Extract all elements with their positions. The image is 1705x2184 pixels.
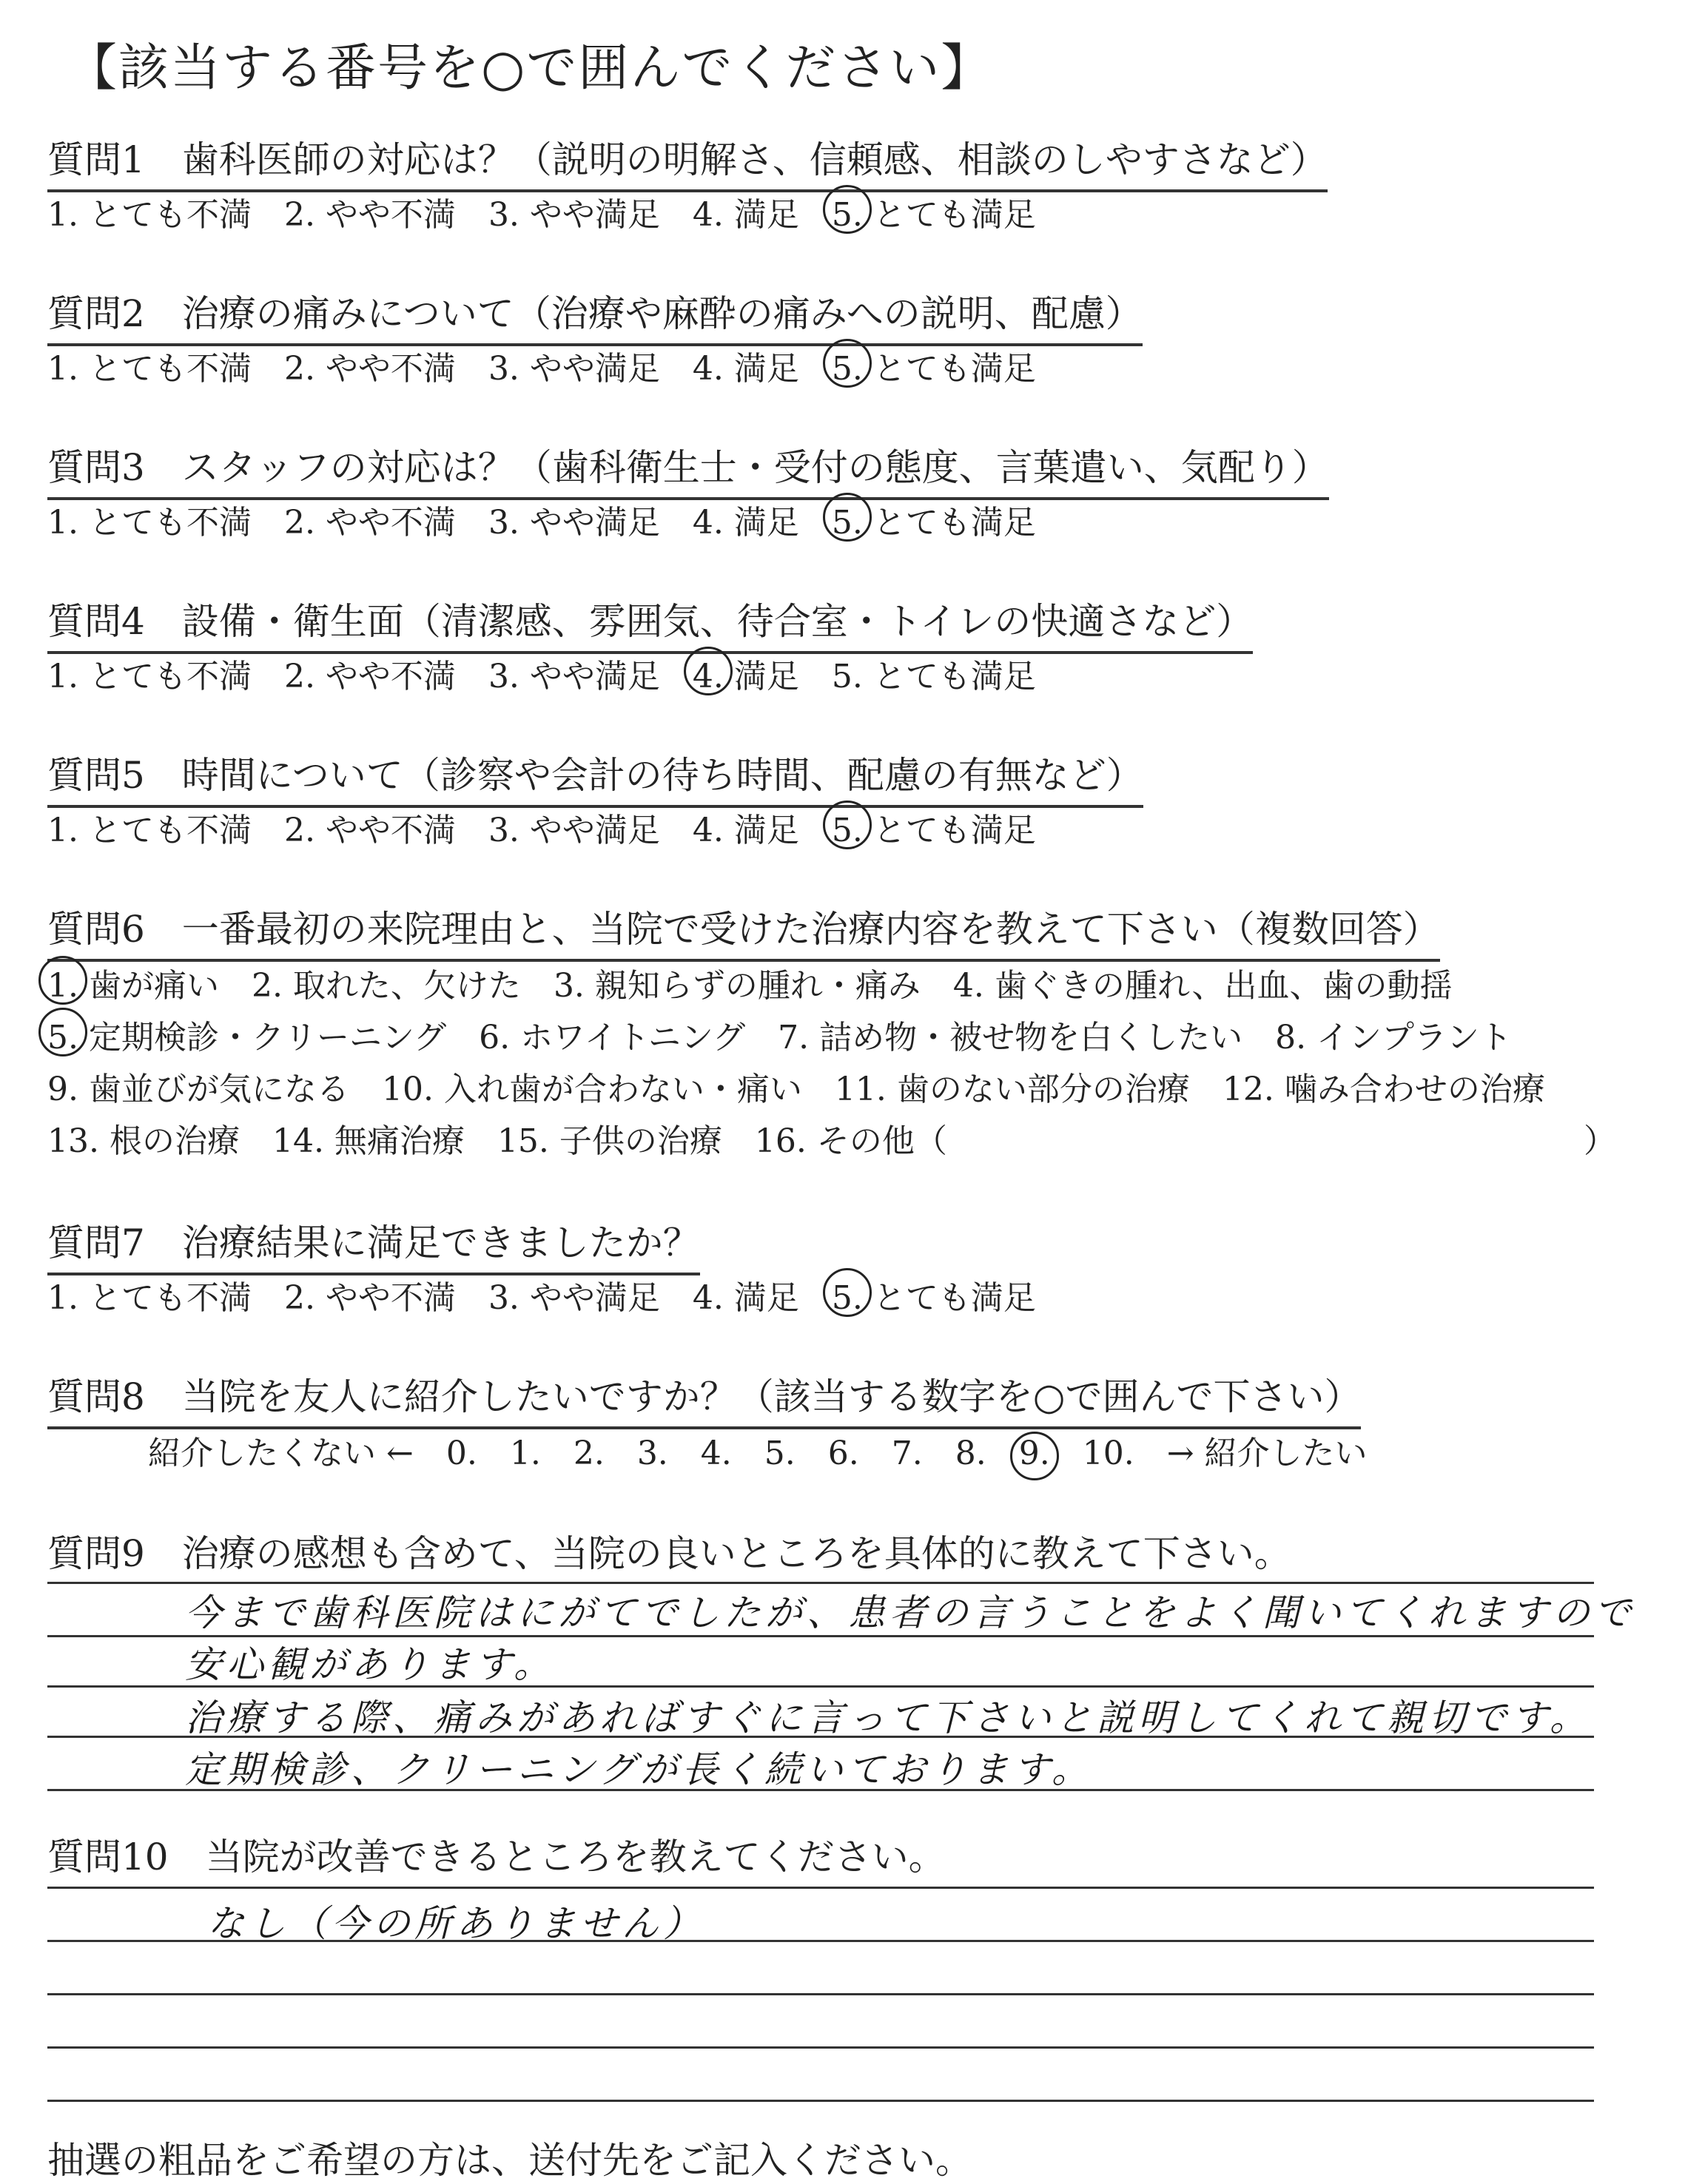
q2-option-3[interactable]: 3. やや満足 xyxy=(488,350,660,388)
q9-answer-line-3: 治療する際、痛みがあればすぐに言って下さいと説明してくれて親切です。 xyxy=(185,1697,1591,1739)
q6-option-6[interactable]: 6. ホワイトニング xyxy=(479,1019,746,1056)
q6-option-3[interactable]: 3. 親知らずの腫れ・痛み xyxy=(553,967,921,1005)
q10-rule xyxy=(47,2100,1594,2102)
q3-option-5[interactable]: 5. とても満足 xyxy=(832,496,1036,543)
q8-option-5[interactable]: 5. xyxy=(764,1435,796,1472)
q9-answer-line-4: 定期検診、クリーニングが長く続いております。 xyxy=(185,1749,1093,1790)
q8-title: 質問8 当院を友人に紹介したいですか？（該当する数字を○で囲んで下さい） xyxy=(47,1367,1361,1429)
q6-option-2[interactable]: 2. 取れた、欠けた xyxy=(251,967,521,1005)
q4-option-3[interactable]: 3. やや満足 xyxy=(488,658,660,695)
q6-row-3 xyxy=(47,1062,1578,1110)
q6-other-close: ） xyxy=(1584,1122,1616,1160)
q2-option-1[interactable]: 1. とても不満 xyxy=(47,350,252,388)
q8-option-3[interactable]: 3. xyxy=(636,1435,668,1472)
q10-rule xyxy=(47,1993,1594,1995)
q6-option-16[interactable]: 16. その他（ xyxy=(754,1122,947,1160)
q4-option-1[interactable]: 1. とても不満 xyxy=(47,658,252,695)
q6-row-2 xyxy=(47,1011,1544,1058)
q7-option-1[interactable]: 1. とても不満 xyxy=(47,1279,252,1317)
q3-option-4[interactable]: 4. 満足 xyxy=(692,504,799,542)
q9-answer-line-1: 今まで歯科医院はにがてでしたが、患者の言うことをよく聞いてくれますので xyxy=(185,1592,1635,1634)
q6-option-10[interactable]: 10. 入れ歯が合わない・痛い xyxy=(381,1071,802,1108)
q6-option-15[interactable]: 15. 子供の治療 xyxy=(497,1122,722,1160)
q3-title: 質問3 スタッフの対応は？（歯科衛生士・受付の態度、言葉遣い、気配り） xyxy=(47,438,1329,500)
q6-option-14[interactable]: 14. 無痛治療 xyxy=(272,1122,465,1160)
page-header: 【該当する番号を○で囲んでください】 xyxy=(67,39,993,98)
q8-option-4[interactable]: 4. xyxy=(700,1435,732,1472)
q9-title: 質問9 治療の感想も含めて、当院の良いところを具体的に教えて下さい。 xyxy=(47,1532,1291,1575)
q1-options xyxy=(47,188,1069,235)
q8-left-label: 紹介したくない ← xyxy=(148,1435,414,1472)
q2-option-4[interactable]: 4. 満足 xyxy=(692,350,799,388)
q5-option-2[interactable]: 2. やや不満 xyxy=(283,812,456,849)
q8-option-7[interactable]: 7. xyxy=(891,1435,923,1472)
q4-title: 質問4 設備・衛生面（清潔感、雰囲気、待合室・トイレの快適さなど） xyxy=(47,592,1253,654)
q5-option-1[interactable]: 1. とても不満 xyxy=(47,812,252,849)
q6-option-1[interactable]: 1. 歯が痛い xyxy=(47,959,219,1006)
footer-note: 抽選の粗品をご希望の方は、送付先をご記入ください。 xyxy=(47,2139,972,2182)
q2-title: 質問2 治療の痛みについて（治療や麻酔の痛みへの説明、配慮） xyxy=(47,284,1143,346)
q1-option-3[interactable]: 3. やや満足 xyxy=(488,196,660,234)
q6-option-9[interactable]: 9. 歯並びが気になる xyxy=(47,1071,349,1108)
q3-option-2[interactable]: 2. やや不満 xyxy=(283,504,456,542)
q7-options xyxy=(47,1271,1069,1318)
q8-option-2[interactable]: 2. xyxy=(573,1435,605,1472)
q5-option-5[interactable]: 5. とても満足 xyxy=(832,803,1036,851)
q9-answer-line-2: 安心観があります。 xyxy=(185,1644,555,1685)
q1-option-5[interactable]: 5. とても満足 xyxy=(832,188,1036,235)
q6-option-4[interactable]: 4. 歯ぐきの腫れ、出血、歯の動揺 xyxy=(952,967,1453,1005)
q6-title: 質問6 一番最初の来院理由と、当院で受けた治療内容を教えて下さい（複数回答） xyxy=(47,900,1440,962)
q5-option-4[interactable]: 4. 満足 xyxy=(692,812,799,849)
q1-title: 質問1 歯科医師の対応は？（説明の明解さ、信頼感、相談のしやすさなど） xyxy=(47,130,1328,192)
q5-title: 質問5 時間について（診察や会計の待ち時間、配慮の有無など） xyxy=(47,746,1143,808)
q6-option-5[interactable]: 5. 定期検診・クリーニング xyxy=(47,1011,446,1058)
q7-option-4[interactable]: 4. 満足 xyxy=(692,1279,799,1317)
q7-option-3[interactable]: 3. やや満足 xyxy=(488,1279,660,1317)
q8-option-1[interactable]: 1. xyxy=(509,1435,541,1472)
q1-option-2[interactable]: 2. やや不満 xyxy=(283,196,456,234)
q10-rule xyxy=(47,1887,1594,1889)
q2-option-5[interactable]: 5. とても満足 xyxy=(832,342,1036,389)
q8-option-6[interactable]: 6. xyxy=(827,1435,859,1472)
q3-option-3[interactable]: 3. やや満足 xyxy=(488,504,660,542)
q5-option-3[interactable]: 3. やや満足 xyxy=(488,812,660,849)
q5-options xyxy=(47,803,1069,851)
q7-option-5[interactable]: 5. とても満足 xyxy=(832,1271,1036,1318)
q1-option-4[interactable]: 4. 満足 xyxy=(692,196,799,234)
q8-option-10[interactable]: 10. xyxy=(1082,1435,1134,1472)
q6-row-4 xyxy=(47,1114,1616,1162)
q10-answer-line-1: なし（今の所ありません） xyxy=(207,1903,704,1944)
q6-option-13[interactable]: 13. 根の治療 xyxy=(47,1122,240,1160)
q8-right-label: → 紹介したい xyxy=(1166,1435,1368,1472)
q7-option-2[interactable]: 2. やや不満 xyxy=(283,1279,456,1317)
q8-option-0[interactable]: 0. xyxy=(445,1435,477,1472)
q8-option-9[interactable]: 9. xyxy=(1018,1435,1050,1472)
q4-option-4[interactable]: 4. 満足 xyxy=(693,650,799,697)
q6-option-7[interactable]: 7. 詰め物・被せ物を白くしたい xyxy=(778,1019,1243,1056)
q2-option-2[interactable]: 2. やや不満 xyxy=(283,350,456,388)
q4-option-5[interactable]: 5. とても満足 xyxy=(831,658,1036,695)
q6-option-12[interactable]: 12. 噛み合わせの治療 xyxy=(1222,1071,1545,1108)
q10-rule xyxy=(47,2046,1594,2049)
q6-option-8[interactable]: 8. インプラント xyxy=(1275,1019,1513,1056)
q4-options xyxy=(47,650,1069,697)
q4-option-2[interactable]: 2. やや不満 xyxy=(283,658,456,695)
q3-options xyxy=(47,496,1069,543)
q8-scale xyxy=(148,1426,1400,1474)
q10-title: 質問10 当院が改善できるところを教えてください。 xyxy=(47,1836,946,1878)
q6-option-11[interactable]: 11. 歯のない部分の治療 xyxy=(834,1071,1190,1108)
q7-title: 質問7 治療結果に満足できましたか？ xyxy=(47,1213,700,1275)
q8-option-8[interactable]: 8. xyxy=(955,1435,986,1472)
q1-option-1[interactable]: 1. とても不満 xyxy=(47,196,252,234)
q6-row-1 xyxy=(47,959,1485,1006)
q3-option-1[interactable]: 1. とても不満 xyxy=(47,504,252,542)
q2-options xyxy=(47,342,1069,389)
